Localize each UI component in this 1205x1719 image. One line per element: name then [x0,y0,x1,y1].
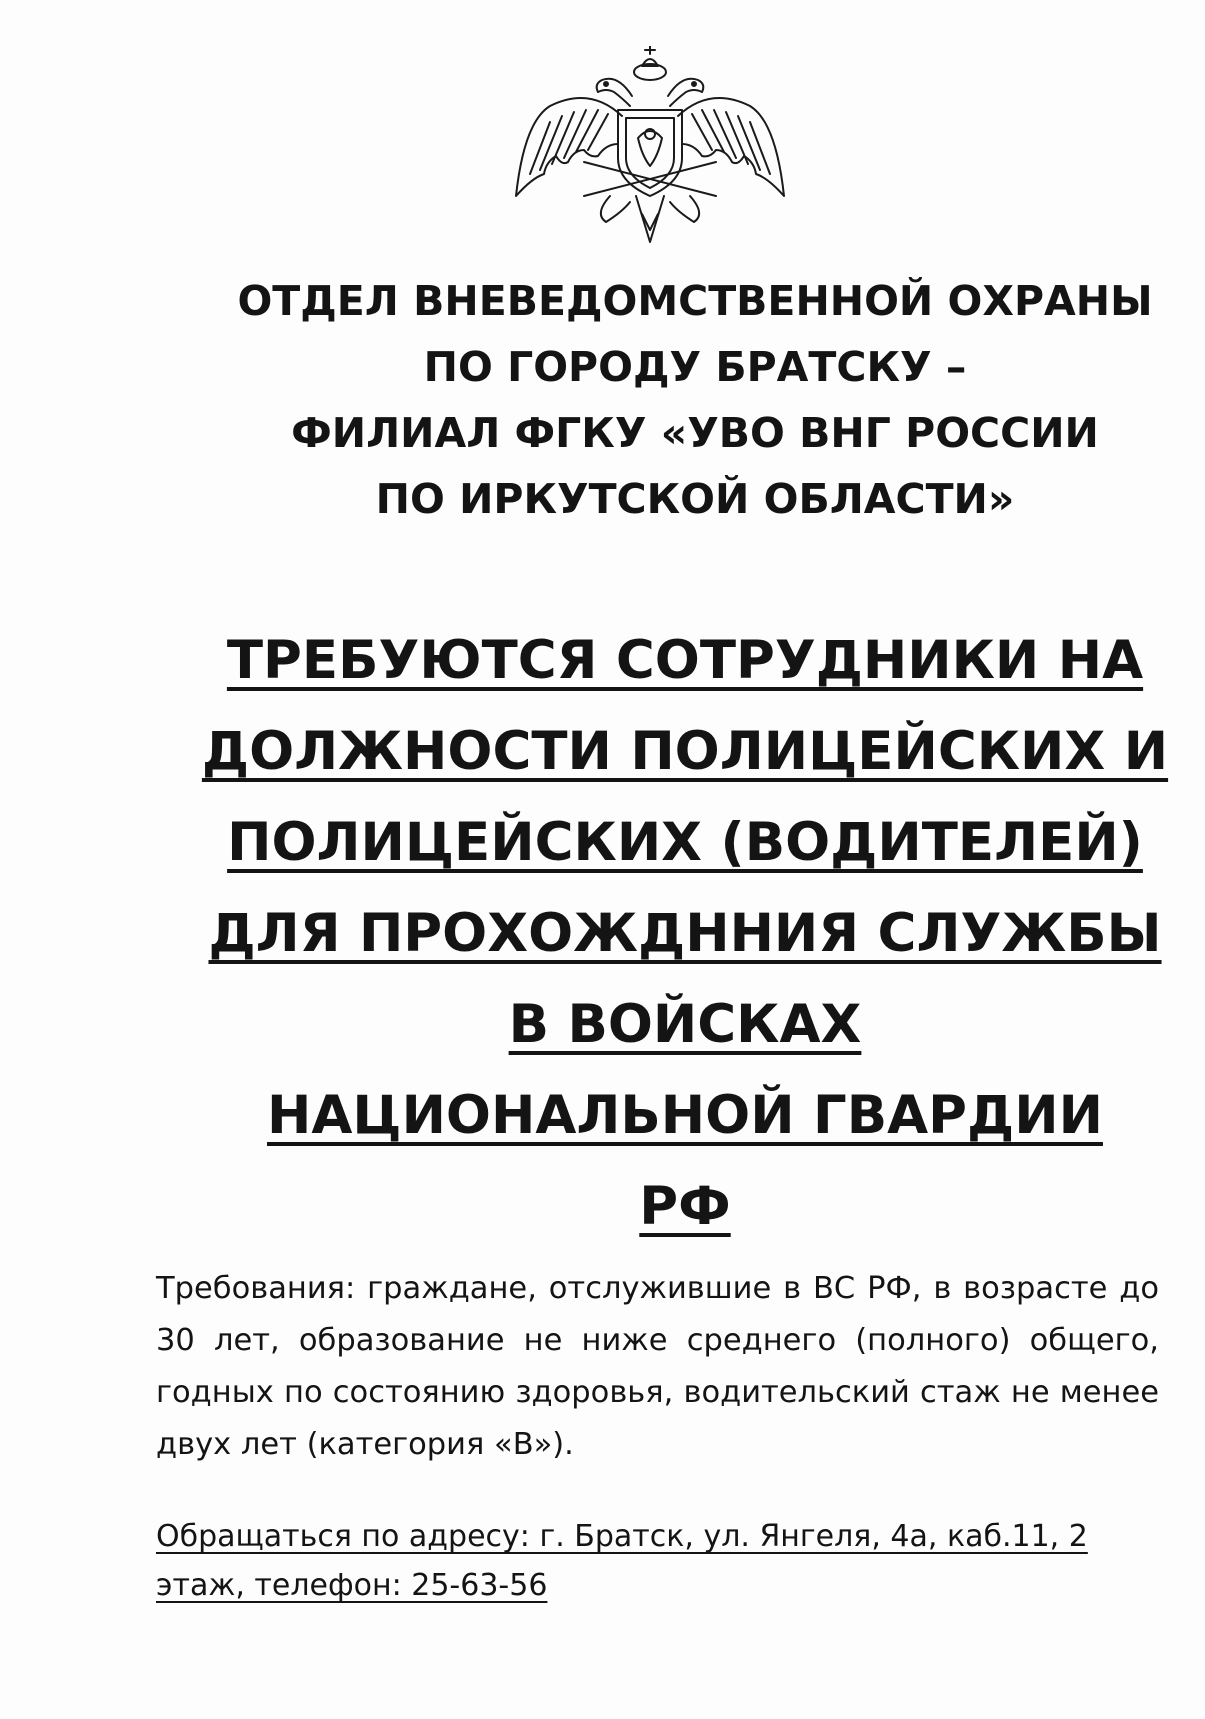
headline-line [140,615,1205,706]
headline-text: ТРЕБУЮТСЯ СОТРУДНИКИ НА [226,630,1144,691]
headline-text: ДОЛЖНОСТИ ПОЛИЦЕЙСКИХ И [201,721,1169,782]
organization-line: ОТДЕЛ ВНЕВЕДОМСТВЕННОЙ ОХРАНЫ [237,277,1153,325]
vacancy-headline [140,615,1205,1252]
headline-line [140,1070,1205,1161]
headline-text: ДЛЯ ПРОХОЖДННИЯ СЛУЖБЫ [208,903,1162,964]
contact-address [156,1512,1159,1610]
organization-line: ФИЛИАЛ ФГКУ «УВО ВНГ РОССИИ [291,409,1099,457]
organization-title [160,268,1205,532]
requirements-paragraph: Требования: граждане, отслужившие в ВС РФ, в возрасте до 30 лет, образование не ниже среднего (полного) общего, годных по состоянию здоровья, водительский стаж не менее двух лет (категория «В»). [156,1270,1159,1462]
contact-address-text: Обращаться по адресу: г. Братск, ул. Янгеля, 4а, каб.11, 2 этаж, телефон: 25-63-56 [156,1519,1088,1603]
headline-line [140,706,1205,797]
organization-line: ПО ГОРОДУ БРАТСКУ – [423,343,967,391]
headline-line [140,797,1205,888]
headline-line [140,888,1205,979]
headline-line [140,979,1205,1070]
headline-text: В ВОЙСКАХ [508,994,862,1055]
organization-line: ПО ИРКУТСКОЙ ОБЛАСТИ» [375,475,1015,523]
headline-text: РФ [639,1176,731,1237]
headline-text: НАЦИОНАЛЬНОЙ ГВАРДИИ [267,1085,1103,1146]
rosgvardia-eagle-emblem-icon [510,46,790,246]
headline-line [140,1161,1205,1252]
headline-text: ПОЛИЦЕЙСКИХ (ВОДИТЕЛЕЙ) [227,812,1143,873]
